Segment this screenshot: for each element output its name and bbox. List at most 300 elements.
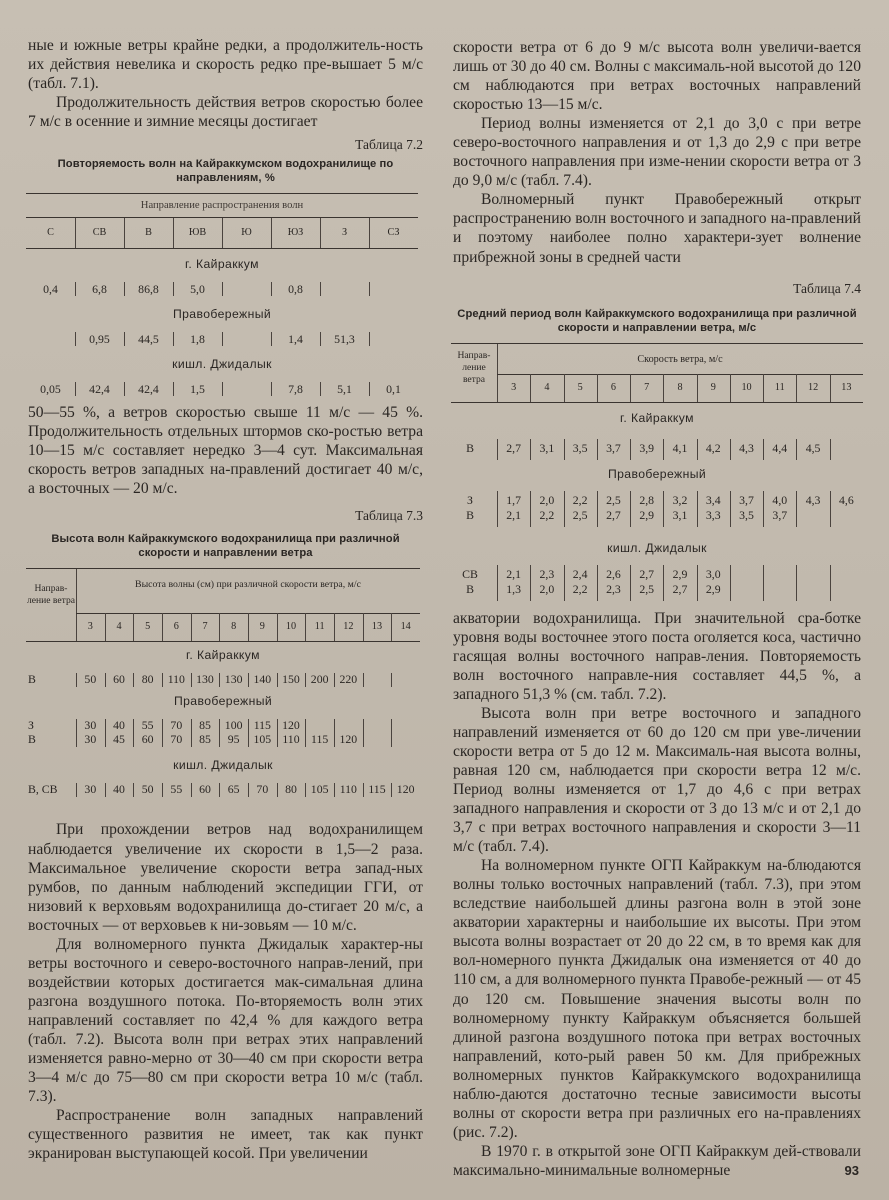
speed-column-header: 8 [677, 381, 683, 393]
column-header-direction: Направ-ление ветра [457, 349, 491, 385]
column-divider [564, 374, 565, 402]
section-title: кишл. Джидалык [607, 540, 707, 555]
cell-divider [391, 719, 392, 733]
cell-divider [271, 382, 272, 396]
cell-divider [363, 673, 364, 687]
page-number: 93 [844, 1163, 859, 1178]
cell-divider [124, 332, 125, 346]
table-cell: 130 [224, 672, 243, 687]
cell-divider [334, 783, 335, 797]
table-title: Повторяемость волн на Кайраккумском водохранилище по направлениям, % [57, 158, 394, 185]
cell-divider [76, 733, 77, 747]
cell-divider [75, 382, 76, 396]
table-cell: 70 [256, 782, 269, 797]
speed-column-header: 5 [145, 621, 151, 633]
table-cell: 4,1 [672, 440, 688, 455]
cell-divider [105, 783, 106, 797]
cell-divider [763, 491, 764, 527]
table-cell: 30 [84, 718, 97, 733]
row-direction: В [466, 581, 474, 596]
table-cell: 2,6 [606, 566, 621, 581]
cell-divider [334, 719, 335, 733]
table-cell: 2,9 [639, 507, 655, 522]
table-cell: 55 [170, 782, 183, 797]
column-divider [133, 613, 134, 641]
table-cell: 60 [199, 782, 211, 797]
column-divider [222, 218, 223, 248]
speed-column-header: 7 [644, 381, 650, 393]
cell-divider [248, 673, 249, 687]
table-cell: 3,1 [672, 507, 688, 522]
column-divider [271, 218, 272, 248]
cell-divider [530, 439, 531, 460]
cell-divider [277, 733, 278, 747]
table-cell: 2,5 [606, 492, 621, 507]
paragraph: 50—55 %, а ветров скоростью свыше 11 м/с — 45 %. Продолжительность отдельных штормов ско-ростью ветра 10—15 м/с составляет нередко 3—4 сут. Максимальная скорость ветров западных на-правлений достигает 40 м/с, а восточных — 20 м/с. [28, 404, 423, 498]
column-divider [497, 344, 498, 402]
table-header: Направление распространения волн [140, 200, 304, 212]
cell-divider [76, 719, 77, 733]
column-header: С [47, 227, 54, 239]
column-divider [124, 218, 125, 248]
table-cell: 1,5 [190, 382, 205, 397]
row-direction: В [466, 440, 474, 455]
table-cell: 2,3 [539, 566, 555, 581]
cell-divider [105, 673, 106, 687]
column-divider [75, 218, 76, 248]
cell-divider [497, 439, 498, 460]
speed-column-header: 3 [511, 381, 517, 393]
speed-column-header: 10 [741, 381, 752, 393]
cell-divider [173, 282, 174, 296]
table-cell: 51,3 [334, 332, 355, 347]
cell-divider [222, 382, 223, 396]
cell-divider [76, 783, 77, 797]
cell-divider [219, 673, 220, 687]
cell-divider [277, 719, 278, 733]
paragraph: Период волны изменяется от 2,1 до 3,0 с при ветре северо-восточного направления и от 1,3 до 2,9 с при ветре восточного направления при изме-нении скорости ветра от 3 до 9,0 м/с (табл. 7.4). [453, 115, 861, 190]
cell-divider [191, 719, 192, 733]
column-divider [697, 374, 698, 402]
column-header: Ю [241, 227, 252, 239]
cell-divider [133, 719, 134, 733]
column-divider [763, 374, 764, 402]
table-cell: 1,4 [288, 332, 303, 347]
table-7-4 [451, 343, 863, 601]
table-cell: 3,7 [739, 492, 754, 507]
section-title: Правобережный [172, 307, 272, 322]
cell-divider [530, 491, 531, 527]
speed-column-header: 11 [774, 381, 785, 393]
row-direction: З [467, 492, 473, 507]
column-divider [219, 613, 220, 641]
cell-divider [191, 783, 192, 797]
speed-column-header: 6 [173, 621, 179, 633]
paragraph: ные и южные ветры крайне редки, а продолжитель-ность их действия невелика и скорость редко пре-вышает 5 м/с (табл. 7.1). [28, 37, 423, 93]
table-cell: 100 [224, 718, 243, 733]
table-title: Средний период волн Кайраккумского водохранилища при различной скорости и направлении ветра, м/с [457, 307, 857, 334]
cell-divider [219, 733, 220, 747]
cell-divider [133, 733, 134, 747]
row-direction: В [466, 507, 474, 522]
cell-divider [597, 439, 598, 460]
cell-divider [191, 673, 192, 687]
cell-divider [133, 783, 134, 797]
cell-divider [369, 282, 370, 296]
table-cell: 120 [282, 718, 300, 733]
table-cell: 220 [339, 672, 358, 687]
cell-divider [75, 332, 76, 346]
table-cell: 3,4 [705, 492, 721, 507]
cell-divider [75, 282, 76, 296]
cell-divider [796, 439, 797, 460]
column-divider [320, 218, 321, 248]
table-cell: 3,2 [672, 492, 688, 507]
table-cell: 115 [253, 718, 271, 733]
table-cell: 3,1 [539, 440, 555, 455]
section-title: г. Кайраккум [186, 648, 260, 663]
cell-divider [830, 491, 831, 527]
table-cell: 0,05 [40, 382, 61, 397]
speed-column-header: 4 [116, 621, 122, 633]
paragraph: акватории водохранилища. При значительной сра-ботке уровня воды восточнее этого поста оголяется коса, частично гасящая волны восточного направ-ления. Повторяемость волн восточного направле-ния составляет 44,5 %, а западного 51,3 % (см. табл. 7.2). [453, 609, 861, 703]
paragraph: Высота волн при ветре восточного и западного направлений изменяется от 60 до 120 см при уве-личении скорости ветра от 5 до 12 м. Максималь-ная высота волны, равная 120 см, наблюдается при скорости ветра 12 м/с. Период волны изменяется от 1,7 до 4,6 с при ветрах западного направления и скорости от 3 до 13 м/с и от 2,1 до 3,7 с при ветрах восточного направления и скорости 3—11 м/с (табл. 7.4). [453, 704, 861, 856]
table-cell: 130 [196, 672, 214, 687]
cell-divider [162, 673, 163, 687]
table-cell: 2,2 [572, 492, 588, 507]
cell-divider [630, 565, 631, 601]
table-cell: 115 [311, 732, 329, 747]
table-cell: 45 [113, 732, 125, 747]
cell-divider [271, 332, 272, 346]
column-group-header: Высота волны (см) при различной скорости ветра, м/с [135, 579, 361, 591]
cell-divider [173, 382, 174, 396]
table-header [451, 344, 863, 402]
cell-divider [730, 439, 731, 460]
row-direction: СВ [462, 566, 478, 581]
table-7-3 [26, 568, 420, 812]
cell-divider [730, 565, 731, 601]
column-divider [663, 374, 664, 402]
cell-divider [763, 565, 764, 601]
table-cell: 0,4 [43, 282, 58, 297]
cell-divider [763, 439, 764, 460]
paragraph: Распространение волн западных направлений существенного развития не имеет, так как пункт экранирован выступающей косой. При увеличении [28, 1107, 423, 1163]
column-header: ЮЗ [287, 227, 304, 239]
cell-divider [564, 439, 565, 460]
table-cell: 2,0 [539, 581, 555, 596]
table-cell: 40 [113, 782, 125, 797]
table-cell: 2,3 [606, 581, 621, 596]
column-divider [334, 613, 335, 641]
section-title: кишл. Джидалык [172, 357, 272, 372]
table-cell: 2,5 [572, 507, 588, 522]
speed-column-header: 5 [577, 381, 583, 393]
speed-column-header: 3 [87, 621, 93, 633]
column-divider [191, 613, 192, 641]
table-cell: 55 [141, 718, 154, 733]
column-header: СВ [92, 227, 107, 239]
table-cell: 2,7 [672, 581, 688, 596]
row-direction: В, СВ [28, 782, 58, 797]
table-cell: 70 [170, 718, 183, 733]
column-header: В [145, 227, 152, 239]
cell-divider [248, 733, 249, 747]
table-cell: 3,3 [705, 507, 721, 522]
table-cell: 105 [253, 732, 272, 747]
cell-divider [124, 282, 125, 296]
column-divider [830, 374, 831, 402]
table-cell: 40 [113, 718, 125, 733]
speed-column-header: 7 [202, 621, 208, 633]
cell-divider [248, 783, 249, 797]
cell-divider [173, 332, 174, 346]
cell-divider [363, 783, 364, 797]
speed-column-header: 10 [285, 621, 297, 633]
table-cell: 50 [84, 672, 97, 687]
column-header: СЗ [387, 227, 400, 239]
table-cell: 3,7 [606, 440, 621, 455]
table-cell: 110 [167, 672, 185, 687]
cell-divider [564, 491, 565, 527]
cell-divider [162, 733, 163, 747]
cell-divider [124, 382, 125, 396]
column-divider [530, 374, 531, 402]
cell-divider [248, 719, 249, 733]
column-divider [391, 613, 392, 641]
row-direction: З [28, 718, 34, 733]
section-title: Правобережный [173, 694, 273, 709]
table-cell: 3,5 [739, 507, 754, 522]
cell-divider [277, 673, 278, 687]
cell-divider [222, 332, 223, 346]
table-cell: 110 [339, 782, 357, 797]
table-cell: 110 [282, 732, 300, 747]
table-cell: 0,1 [386, 382, 401, 397]
paragraph: При прохождении ветров над водохранилищем наблюдается увеличение их скорости в 1,5—2 раза. Максимальное увеличение скорости ветра запад-ных румбов, по данным наблюдений экспедиции ГГИ, от низовий к верховьям водохранилища до-стигает 20 м/с, а восточных — от верховьев к ни-зовьям — 10 м/с. [28, 821, 423, 934]
paragraph: скорости ветра от 6 до 9 м/с высота волн увеличи-вается лишь от 30 до 40 см. Волны с максималь-ной высотой до 120 см наблюдаются при ветрах восточных направлений скоростью 13—15 м/с. [453, 39, 861, 114]
cell-divider [363, 719, 364, 733]
table-cell: 80 [285, 782, 297, 797]
cell-divider [564, 565, 565, 601]
column-divider [162, 613, 163, 641]
table-cell: 2,9 [705, 581, 721, 596]
speed-column-header: 11 [314, 621, 325, 633]
section-title: г. Кайраккум [620, 410, 694, 425]
table-cell: 86,8 [138, 282, 159, 297]
cell-divider [76, 673, 77, 687]
cell-divider [320, 332, 321, 346]
table-cell: 120 [396, 782, 415, 797]
table-cell: 200 [310, 672, 329, 687]
cell-divider [191, 733, 192, 747]
column-divider [277, 613, 278, 641]
speed-column-header: 9 [710, 381, 716, 393]
column-divider [369, 218, 370, 248]
column-divider [305, 613, 306, 641]
speed-column-header: 8 [231, 621, 237, 633]
table-cell: 2,1 [506, 566, 521, 581]
cell-divider [796, 565, 797, 601]
table-header [26, 569, 420, 641]
table-cell: 2,2 [572, 581, 588, 596]
table-cell: 70 [170, 732, 183, 747]
header-rule [497, 374, 863, 375]
cell-divider [305, 733, 306, 747]
table-header-row [26, 218, 418, 248]
table-cell: 2,2 [539, 507, 555, 522]
cell-divider [277, 783, 278, 797]
table-cell: 50 [141, 782, 154, 797]
right-column [453, 38, 861, 1180]
cell-divider [497, 491, 498, 527]
speed-column-header: 4 [544, 381, 550, 393]
left-column [28, 36, 423, 1163]
table-cell: 2,1 [506, 507, 521, 522]
table-cell: 30 [84, 732, 97, 747]
section-title: кишл. Джидалык [173, 758, 273, 773]
table-cell: 85 [199, 732, 211, 747]
column-divider [173, 218, 174, 248]
cell-divider [697, 491, 698, 527]
table-number: Таблица 7.4 [793, 280, 861, 296]
table-cell: 30 [84, 782, 97, 797]
section-title: г. Кайраккум [185, 257, 259, 272]
table-cell: 0,95 [89, 332, 110, 347]
cell-divider [730, 491, 731, 527]
paragraph: Для волномерного пункта Джидалык характер-ны ветры восточного и северо-восточного направ-лений, при воздействии которых достигается мак-симальная длина разгона воздушного потока. По-вторяемость волн этих направлений составляет по 42,4 % для каждого ветра (табл. 7.2). Высота волн при ветрах этих направлений изменяется равно-мерно от 30—40 см при скорости ветра 3—4 м/с до 75—80 см при скорости ветра 10 м/с (табл. 7.3). [28, 935, 423, 1106]
table-cell: 95 [227, 732, 240, 747]
table-cell: 2,7 [606, 507, 621, 522]
paragraph: В 1970 г. в открытой зоне ОГП Кайраккум дей-ствовали максимально-минимальные волномерные [453, 1142, 861, 1179]
table-cell: 4,6 [838, 492, 854, 507]
table-number: Таблица 7.2 [355, 137, 423, 153]
table-cell: 7,8 [288, 382, 303, 397]
cell-divider [830, 439, 831, 460]
table-body [26, 642, 420, 812]
cell-divider [305, 673, 306, 687]
row-direction: В [28, 672, 36, 687]
table-cell: 6,8 [92, 282, 107, 297]
cell-divider [663, 439, 664, 460]
column-divider [796, 374, 797, 402]
speed-column-header: 9 [259, 621, 265, 633]
table-cell: 2,4 [572, 566, 588, 581]
cell-divider [305, 783, 306, 797]
table-cell: 3,0 [705, 566, 721, 581]
table-cell: 3,9 [639, 440, 655, 455]
table-cell: 60 [113, 672, 125, 687]
cell-divider [320, 382, 321, 396]
paragraph: Волномерный пункт Правобережный открыт распространению волн восточного и западного на-правлений и поэтому наиболее полно характери-зует волнение прибрежной зоны в средней части [453, 191, 861, 266]
speed-column-header: 12 [807, 381, 819, 393]
speed-column-header: 12 [343, 621, 354, 633]
cell-divider [369, 332, 370, 346]
cell-divider [796, 491, 797, 527]
cell-divider [219, 783, 220, 797]
table-cell: 4,2 [705, 440, 721, 455]
column-divider [597, 374, 598, 402]
row-direction: В [28, 732, 36, 747]
cell-divider [597, 565, 598, 601]
table-cell: 3,7 [772, 507, 788, 522]
table-number: Таблица 7.3 [355, 508, 423, 524]
table-cell: 5,0 [190, 282, 205, 297]
column-divider [363, 613, 364, 641]
table-cell: 4,0 [772, 492, 788, 507]
table-cell: 42,4 [138, 382, 159, 397]
table-cell: 1,8 [190, 332, 205, 347]
table-cell: 2,9 [672, 566, 688, 581]
cell-divider [222, 282, 223, 296]
table-cell: 44,5 [138, 332, 159, 347]
table-cell: 4,3 [805, 492, 821, 507]
table-cell: 3,5 [572, 440, 588, 455]
table-cell: 1,3 [506, 581, 521, 596]
speed-column-header: 14 [400, 621, 411, 633]
cell-divider [162, 783, 163, 797]
cell-divider [597, 491, 598, 527]
table-cell: 4,4 [772, 440, 788, 455]
table-cell: 60 [141, 732, 154, 747]
column-header: ЮВ [188, 227, 207, 239]
cell-divider [530, 565, 531, 601]
speed-column-header: 13 [841, 381, 852, 393]
table-cell: 2,7 [506, 440, 521, 455]
cell-divider [663, 491, 664, 527]
table-cell: 5,1 [337, 382, 352, 397]
cell-divider [334, 673, 335, 687]
cell-divider [334, 733, 335, 747]
column-divider [248, 613, 249, 641]
table-cell: 2,5 [639, 581, 655, 596]
column-divider [730, 374, 731, 402]
table-cell: 65 [227, 782, 240, 797]
column-header: З [341, 227, 348, 239]
cell-divider [133, 673, 134, 687]
table-cell: 120 [339, 732, 358, 747]
cell-divider [391, 733, 392, 747]
table-cell: 150 [282, 672, 300, 687]
table-7-2 [26, 193, 418, 399]
column-group-header: Скорость ветра, м/с [637, 353, 723, 365]
cell-divider [830, 565, 831, 601]
table-body [26, 249, 418, 399]
section-title: Правобережный [607, 466, 707, 481]
cell-divider [305, 719, 306, 733]
table-cell: 2,7 [639, 566, 655, 581]
table-title: Высота волн Кайраккумского водохранилища при различной скорости и направлении ветра [51, 533, 400, 560]
table-cell: 2,8 [639, 492, 655, 507]
cell-divider [105, 733, 106, 747]
table-cell: 2,0 [539, 492, 555, 507]
cell-divider [630, 491, 631, 527]
cell-divider [369, 382, 370, 396]
table-cell: 1,7 [506, 492, 521, 507]
table-cell: 115 [368, 782, 386, 797]
table-cell: 105 [310, 782, 329, 797]
table-cell: 4,3 [739, 440, 754, 455]
cell-divider [391, 783, 392, 797]
cell-divider [363, 733, 364, 747]
cell-divider [391, 673, 392, 687]
table-cell: 42,4 [89, 382, 110, 397]
table-body [451, 403, 863, 601]
cell-divider [697, 439, 698, 460]
paragraph: На волномерном пункте ОГП Кайраккум на-блюдаются волны только восточных направлений (табл. 7.3), при этом вследствие наибольшей длины разгона волн в этой зоне акватории характерны и наибольшие их высоты. При этом высота волны возрастает от 20 до 22 см, в то время как для вол-номерного пункта Джидалык она изменяется от 40 до 110 см, а для волномерного пункта Правобе-режный — от 45 до 120 см. Повышение значения высоты волн по волномерному пункту Кайраккум объясняется большей длиной разгона воздушного потока при ветрах восточных направлений, кото-рый равен 50 км. Для прибрежных волномерных пунктов Кайраккумского водохранилища наблю-даются достаточно тесные зависимости высоты волны от скорости ветра при различных его на-правлениях (рис. 7.2). [453, 857, 861, 1141]
cell-divider [630, 439, 631, 460]
column-header-direction: Направ-ление ветра [26, 583, 76, 607]
